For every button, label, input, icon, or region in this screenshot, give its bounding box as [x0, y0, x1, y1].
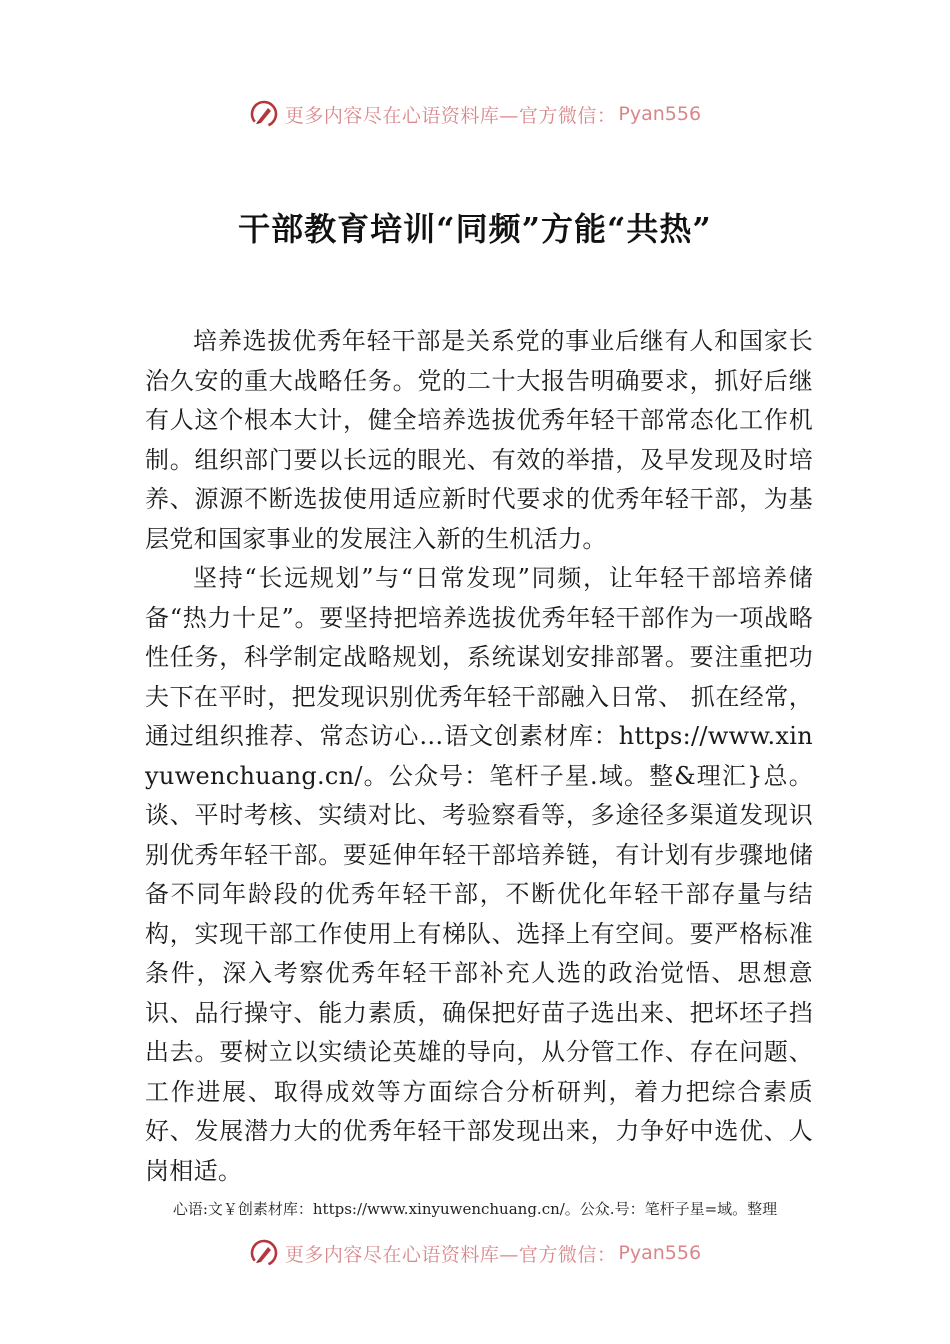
article-body	[145, 322, 813, 1191]
pen-nib-logo-icon	[249, 1238, 279, 1268]
footer-note: 心语:文￥创素材库：https://www.xinyuwenchuang.cn/。公众.号：笔杆子星=域。整理	[172, 1200, 778, 1218]
pen-nib-logo-icon	[249, 99, 279, 129]
banner-text: 更多内容尽在心语资料库—官方微信：	[284, 1243, 617, 1266]
footer-banner	[0, 1233, 950, 1273]
page-title: 干部教育培训“同频”方能“共热”	[238, 210, 712, 248]
paragraph: 培养选拔优秀年轻干部是关系党的事业后继有人和国家长治久安的重大战略任务。党的二十大报告明确要求，抓好后继有人这个根本大计，健全培养选拔优秀年轻干部常态化工作机制。组织部门要以长远的眼光、有效的举措，及早发现及时培养、源源不断选拔使用适应新时代要求的优秀年轻干部，为基层党和国家事业的发展注入新的生机活力。	[145, 327, 813, 553]
wechat-id: Pyan556	[618, 103, 702, 125]
wechat-id: Pyan556	[618, 1242, 702, 1264]
header-banner	[0, 94, 950, 134]
banner-text: 更多内容尽在心语资料库—官方微信：	[284, 104, 617, 127]
paragraph: 坚持“长远规划”与“日常发现”同频，让年轻干部培养储备“热力十足”。要坚持把培养选拔优秀年轻干部作为一项战略性任务，科学制定战略规划，系统谋划安排部署。要注重把功夫下在平时，把发现识别优秀年轻干部融入日常、 抓在经常，通过组织推荐、常态访心…语文创素材库：https://www.xinyuwenchuang.cn/。公众号：笔杆子星.域。整&理汇}总。谈、平时考核、实绩对比、考验察看等，多途径多渠道发现识别优秀年轻干部。要延伸年轻干部培养链，有计划有步骤地储备不同年龄段的优秀年轻干部，不断优化年轻干部存量与结构，实现干部工作使用上有梯队、选择上有空间。要严格标准条件，深入考察优秀年轻干部补充人选的政治觉悟、思想意识、品行操守、能力素质，确保把好苗子选出来、把坏坯子挡出去。要树立以实绩论英雄的导向，从分管工作、存在问题、工作进展、取得成效等方面综合分析研判，着力把综合素质好、发展潜力大的优秀年轻干部发现出来，力争好中选优、人岗相适。	[145, 564, 813, 1185]
